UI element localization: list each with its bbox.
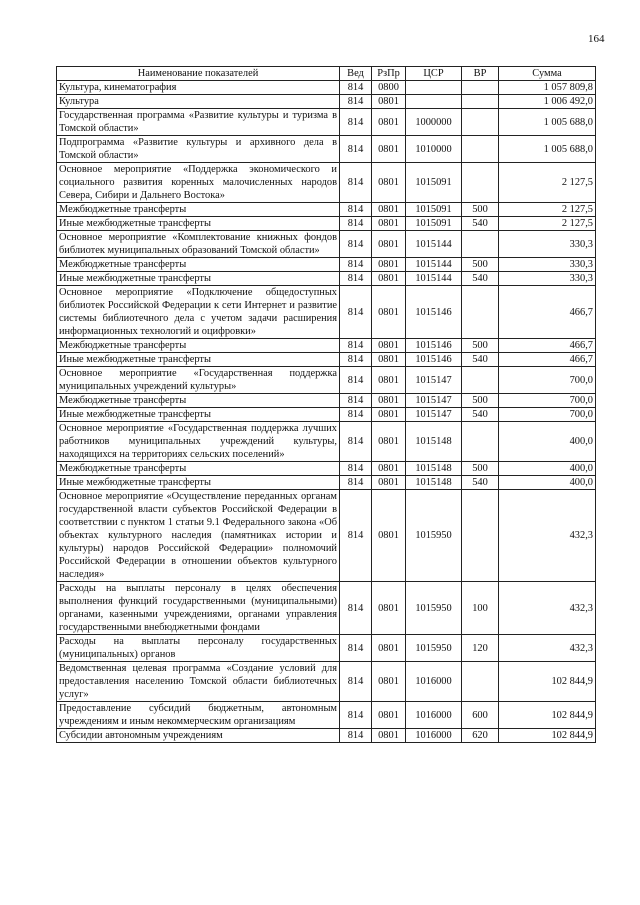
cell-vr: 540 (462, 476, 499, 490)
cell-csr: 1015950 (406, 490, 462, 582)
cell-csr: 1016000 (406, 702, 462, 729)
budget-table (56, 66, 596, 743)
cell-csr: 1015148 (406, 462, 462, 476)
cell-ved: 814 (340, 367, 372, 394)
cell-rzpr: 0801 (372, 662, 406, 702)
cell-name: Иные межбюджетные трансферты (57, 217, 340, 231)
cell-csr: 1015147 (406, 367, 462, 394)
cell-csr: 1015147 (406, 408, 462, 422)
cell-vr (462, 81, 499, 95)
cell-name: Основное мероприятие «Подключение общедоступных библиотек Российской Федерации к сети Интернет и развитие системы библиотечного дела с учетом задачи расширения информационных технологий и оцифровки» (57, 286, 340, 339)
cell-name: Культура, кинематография (57, 81, 340, 95)
cell-name: Иные межбюджетные трансферты (57, 272, 340, 286)
cell-rzpr: 0801 (372, 203, 406, 217)
cell-csr: 1015144 (406, 258, 462, 272)
cell-vr: 500 (462, 462, 499, 476)
cell-sum: 102 844,9 (499, 662, 596, 702)
cell-sum: 466,7 (499, 339, 596, 353)
header-vr: ВР (462, 67, 499, 81)
cell-name: Межбюджетные трансферты (57, 394, 340, 408)
cell-name: Основное мероприятие «Осуществление переданных органам государственной власти субъектов Российской Федерации в соответствии с пунктом 1 статьи 9.1 Федерального закона «Об объектах культурного наследия (памятниках истории и культуры) народов Российской Федерации» полномочий Российской Федерации в отношении объектов культурного наследия» (57, 490, 340, 582)
cell-name: Межбюджетные трансферты (57, 203, 340, 217)
cell-vr: 540 (462, 408, 499, 422)
cell-rzpr: 0801 (372, 136, 406, 163)
cell-vr (462, 662, 499, 702)
cell-sum: 400,0 (499, 462, 596, 476)
cell-csr: 1015148 (406, 476, 462, 490)
cell-ved: 814 (340, 408, 372, 422)
cell-name: Субсидии автономным учреждениям (57, 729, 340, 743)
cell-sum: 1 005 688,0 (499, 136, 596, 163)
cell-name: Предоставление субсидий бюджетным, автономным учреждениям и иным некоммерческим организациям (57, 702, 340, 729)
cell-vr: 540 (462, 217, 499, 231)
cell-csr: 1015144 (406, 272, 462, 286)
cell-sum: 2 127,5 (499, 217, 596, 231)
table-row (57, 339, 596, 353)
cell-vr (462, 231, 499, 258)
cell-csr: 1015091 (406, 217, 462, 231)
cell-sum: 1 006 492,0 (499, 95, 596, 109)
cell-name: Подпрограмма «Развитие культуры и архивного дела в Томской области» (57, 136, 340, 163)
table-row (57, 81, 596, 95)
cell-ved: 814 (340, 258, 372, 272)
cell-ved: 814 (340, 702, 372, 729)
cell-ved: 814 (340, 286, 372, 339)
table-row (57, 136, 596, 163)
cell-ved: 814 (340, 231, 372, 258)
cell-ved: 814 (340, 422, 372, 462)
cell-vr (462, 163, 499, 203)
cell-sum: 400,0 (499, 476, 596, 490)
header-name: Наименование показателей (57, 67, 340, 81)
cell-name: Основное мероприятие «Государственная поддержка муниципальных учреждений культуры» (57, 367, 340, 394)
cell-ved: 814 (340, 272, 372, 286)
table-row (57, 286, 596, 339)
cell-name: Иные межбюджетные трансферты (57, 408, 340, 422)
cell-csr: 1015091 (406, 163, 462, 203)
cell-ved: 814 (340, 163, 372, 203)
cell-rzpr: 0801 (372, 217, 406, 231)
table-header-row (57, 67, 596, 81)
table-row (57, 462, 596, 476)
cell-sum: 432,3 (499, 490, 596, 582)
cell-rzpr: 0801 (372, 729, 406, 743)
cell-rzpr: 0801 (372, 582, 406, 635)
cell-rzpr: 0801 (372, 109, 406, 136)
cell-sum: 2 127,5 (499, 203, 596, 217)
cell-rzpr: 0801 (372, 353, 406, 367)
header-csr: ЦСР (406, 67, 462, 81)
cell-name: Межбюджетные трансферты (57, 339, 340, 353)
cell-rzpr: 0801 (372, 422, 406, 462)
cell-vr (462, 109, 499, 136)
cell-vr (462, 136, 499, 163)
table-row (57, 163, 596, 203)
cell-csr: 1015144 (406, 231, 462, 258)
header-rzpr: РзПр (372, 67, 406, 81)
cell-vr: 540 (462, 272, 499, 286)
cell-rzpr: 0801 (372, 339, 406, 353)
cell-sum: 466,7 (499, 286, 596, 339)
cell-name: Ведомственная целевая программа «Создание условий для предоставления населению Томской области библиотечных услуг» (57, 662, 340, 702)
cell-sum: 2 127,5 (499, 163, 596, 203)
cell-csr: 1016000 (406, 662, 462, 702)
cell-csr (406, 81, 462, 95)
cell-vr: 500 (462, 258, 499, 272)
cell-rzpr: 0801 (372, 367, 406, 394)
cell-vr (462, 490, 499, 582)
cell-ved: 814 (340, 95, 372, 109)
cell-rzpr: 0801 (372, 702, 406, 729)
table-row (57, 95, 596, 109)
cell-csr (406, 95, 462, 109)
cell-ved: 814 (340, 462, 372, 476)
cell-sum: 700,0 (499, 367, 596, 394)
cell-sum: 330,3 (499, 272, 596, 286)
table-row (57, 217, 596, 231)
cell-rzpr: 0801 (372, 462, 406, 476)
cell-ved: 814 (340, 729, 372, 743)
cell-ved: 814 (340, 353, 372, 367)
cell-rzpr: 0801 (372, 286, 406, 339)
table-row (57, 635, 596, 662)
cell-rzpr: 0801 (372, 272, 406, 286)
cell-rzpr: 0801 (372, 408, 406, 422)
cell-ved: 814 (340, 81, 372, 95)
cell-rzpr: 0801 (372, 95, 406, 109)
cell-ved: 814 (340, 490, 372, 582)
table-row (57, 662, 596, 702)
cell-sum: 1 057 809,8 (499, 81, 596, 95)
cell-vr: 500 (462, 394, 499, 408)
table-row (57, 394, 596, 408)
cell-sum: 432,3 (499, 635, 596, 662)
cell-sum: 466,7 (499, 353, 596, 367)
table-row (57, 231, 596, 258)
cell-vr (462, 367, 499, 394)
cell-ved: 814 (340, 635, 372, 662)
table-row (57, 258, 596, 272)
cell-name: Расходы на выплаты персоналу государственных (муниципальных) органов (57, 635, 340, 662)
cell-rzpr: 0801 (372, 490, 406, 582)
cell-name: Расходы на выплаты персоналу в целях обеспечения выполнения функций государственными (муниципальными) органами, казенными учреждениями, органами управления государственными внебюджетными фондами (57, 582, 340, 635)
cell-csr: 1015146 (406, 286, 462, 339)
cell-sum: 102 844,9 (499, 729, 596, 743)
cell-sum: 1 005 688,0 (499, 109, 596, 136)
cell-sum: 700,0 (499, 394, 596, 408)
cell-csr: 1010000 (406, 136, 462, 163)
cell-vr: 100 (462, 582, 499, 635)
cell-csr: 1015147 (406, 394, 462, 408)
table-row (57, 490, 596, 582)
cell-csr: 1015146 (406, 353, 462, 367)
cell-rzpr: 0801 (372, 231, 406, 258)
cell-rzpr: 0801 (372, 258, 406, 272)
cell-sum: 330,3 (499, 258, 596, 272)
table-row (57, 702, 596, 729)
table-row (57, 109, 596, 136)
cell-name: Межбюджетные трансферты (57, 258, 340, 272)
cell-ved: 814 (340, 582, 372, 635)
header-ved: Вед (340, 67, 372, 81)
cell-rzpr: 0801 (372, 476, 406, 490)
cell-ved: 814 (340, 136, 372, 163)
cell-name: Основное мероприятие «Комплектование книжных фондов библиотек муниципальных образований Томской области» (57, 231, 340, 258)
cell-sum: 330,3 (499, 231, 596, 258)
cell-csr: 1015148 (406, 422, 462, 462)
cell-rzpr: 0801 (372, 635, 406, 662)
cell-ved: 814 (340, 109, 372, 136)
cell-name: Межбюджетные трансферты (57, 462, 340, 476)
cell-vr: 500 (462, 203, 499, 217)
table-row (57, 582, 596, 635)
cell-csr: 1015950 (406, 582, 462, 635)
table-row (57, 422, 596, 462)
cell-ved: 814 (340, 662, 372, 702)
cell-name: Культура (57, 95, 340, 109)
cell-vr: 540 (462, 353, 499, 367)
cell-name: Государственная программа «Развитие культуры и туризма в Томской области» (57, 109, 340, 136)
page-number: 164 (588, 33, 605, 45)
cell-vr: 500 (462, 339, 499, 353)
table-row (57, 353, 596, 367)
cell-vr: 600 (462, 702, 499, 729)
cell-vr (462, 422, 499, 462)
cell-rzpr: 0801 (372, 163, 406, 203)
cell-sum: 400,0 (499, 422, 596, 462)
cell-ved: 814 (340, 476, 372, 490)
cell-csr: 1015146 (406, 339, 462, 353)
table-row (57, 408, 596, 422)
cell-ved: 814 (340, 203, 372, 217)
cell-csr: 1000000 (406, 109, 462, 136)
cell-ved: 814 (340, 217, 372, 231)
cell-name: Иные межбюджетные трансферты (57, 353, 340, 367)
header-sum: Сумма (499, 67, 596, 81)
table-row (57, 272, 596, 286)
cell-sum: 700,0 (499, 408, 596, 422)
cell-csr: 1015950 (406, 635, 462, 662)
cell-csr: 1016000 (406, 729, 462, 743)
table-row (57, 476, 596, 490)
cell-sum: 102 844,9 (499, 702, 596, 729)
cell-vr (462, 95, 499, 109)
cell-vr: 120 (462, 635, 499, 662)
cell-ved: 814 (340, 339, 372, 353)
cell-name: Иные межбюджетные трансферты (57, 476, 340, 490)
cell-rzpr: 0800 (372, 81, 406, 95)
cell-csr: 1015091 (406, 203, 462, 217)
cell-vr (462, 286, 499, 339)
cell-name: Основное мероприятие «Государственная поддержка лучших работников муниципальных учреждений культуры, находящихся на территориях сельских поселений» (57, 422, 340, 462)
table-row (57, 729, 596, 743)
cell-sum: 432,3 (499, 582, 596, 635)
cell-vr: 620 (462, 729, 499, 743)
table-row (57, 367, 596, 394)
cell-rzpr: 0801 (372, 394, 406, 408)
table-row (57, 203, 596, 217)
cell-name: Основное мероприятие «Поддержка экономического и социального развития коренных малочисленных народов Севера, Сибири и Дальнего Востока» (57, 163, 340, 203)
cell-ved: 814 (340, 394, 372, 408)
